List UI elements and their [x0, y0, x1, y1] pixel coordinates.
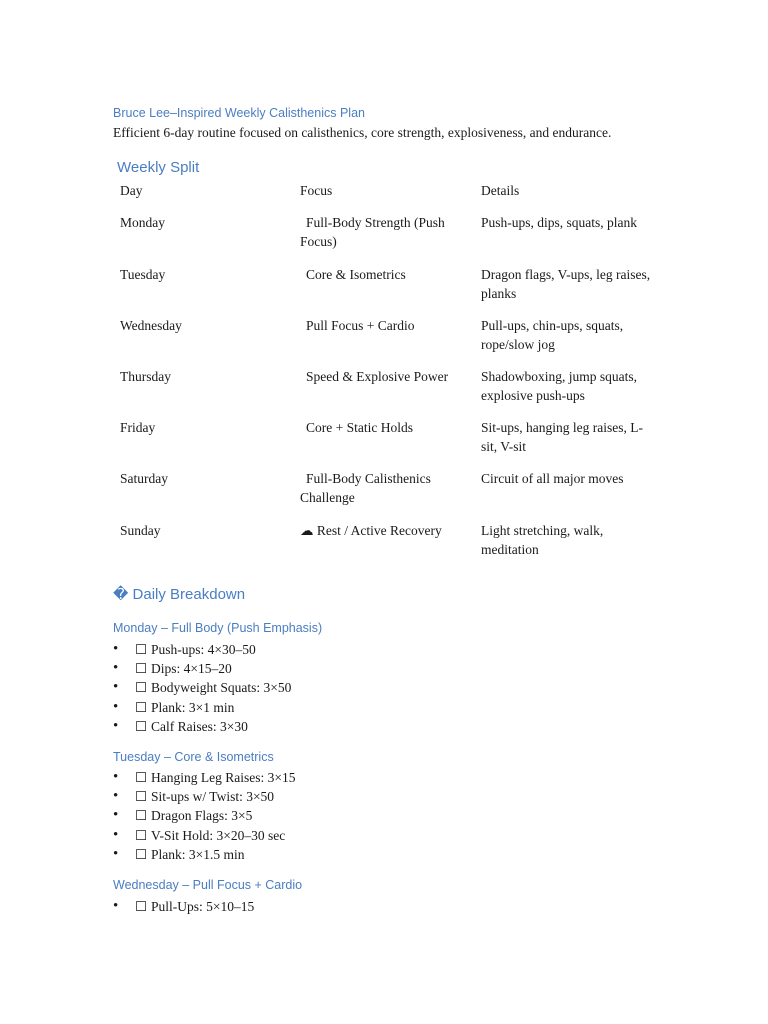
row-details: Pull-ups, chin-ups, squats, rope/slow jog — [481, 318, 624, 352]
exercise-label: Bodyweight Squats: 3×50 — [151, 680, 292, 696]
checkbox-icon[interactable]: ☐ — [135, 846, 148, 862]
checkbox-icon[interactable]: ☐ — [135, 642, 148, 657]
exercise-label: Pull-Ups: 5×10–15 — [151, 899, 255, 914]
checkbox-icon[interactable]: ☐ — [135, 808, 148, 824]
exercise-label: Calf Raises: 3×30 — [151, 718, 248, 734]
bullet-icon: • — [113, 807, 119, 824]
tuesday-heading: Tuesday – Core & Isometrics — [113, 750, 274, 764]
daily-breakdown-heading: � Daily Breakdown — [113, 586, 246, 603]
row-day: Sunday — [120, 523, 161, 538]
row-day: Saturday — [120, 471, 168, 486]
checkbox-icon[interactable]: ☐ — [135, 899, 148, 914]
exercise-label: Hanging Leg Raises: 3×15 — [151, 770, 296, 785]
checkbox-icon[interactable]: ☐ — [135, 680, 148, 696]
row-details: Dragon flags, V-ups, leg raises, planks — [481, 267, 651, 301]
row-focus: Pull Focus + Cardio — [306, 318, 415, 333]
row-focus: Core & Isometrics — [306, 267, 406, 282]
bullet-icon: • — [113, 826, 119, 843]
checkbox-icon[interactable]: ☐ — [135, 661, 148, 677]
header-day: Day — [120, 183, 143, 198]
bullet-icon: • — [113, 845, 119, 862]
weekly-split-heading: Weekly Split — [117, 159, 200, 176]
row-details: Shadowboxing, jump squats, explosive push-ups — [481, 369, 638, 403]
row-focus: Speed & Explosive Power — [306, 369, 449, 384]
bullet-icon: • — [113, 679, 119, 696]
monday-heading: Monday – Full Body (Push Emphasis) — [113, 621, 323, 635]
document-subtitle: Efficient 6-day routine focused on calisthenics, core strength, explosiveness, and endurance. — [113, 125, 612, 140]
checkbox-icon[interactable]: ☐ — [135, 718, 148, 734]
wednesday-heading: Wednesday – Pull Focus + Cardio — [113, 878, 303, 892]
checkbox-icon[interactable]: ☐ — [135, 827, 148, 843]
checkbox-icon[interactable]: ☐ — [135, 699, 148, 715]
row-focus: Full-Body Strength (Push Focus) — [300, 215, 445, 249]
exercise-label: Plank: 3×1 min — [151, 699, 235, 715]
bullet-icon: • — [113, 698, 119, 715]
row-focus: Full-Body Calisthenics Challenge — [300, 471, 431, 505]
bullet-icon: • — [113, 660, 119, 677]
exercise-label: Sit-ups w/ Twist: 3×50 — [151, 789, 275, 805]
bullet-icon: • — [113, 769, 119, 785]
bullet-icon: • — [113, 641, 119, 657]
row-day: Tuesday — [120, 267, 166, 282]
row-day: Friday — [120, 420, 156, 435]
row-day: Wednesday — [120, 318, 182, 333]
row-focus: Core + Static Holds — [306, 420, 413, 435]
document-title: Bruce Lee–Inspired Weekly Calisthenics Plan — [113, 106, 365, 120]
row-focus: ☁ Rest / Active Recovery — [300, 523, 442, 538]
header-details: Details — [481, 183, 520, 198]
checkbox-icon[interactable]: ☐ — [135, 770, 148, 785]
row-details: Light stretching, walk, meditation — [481, 523, 604, 557]
row-details: Push-ups, dips, squats, plank — [481, 215, 638, 230]
row-day: Thursday — [120, 369, 171, 384]
header-focus: Focus — [300, 183, 333, 198]
bullet-icon: • — [113, 788, 119, 805]
row-details: Sit-ups, hanging leg raises, L-sit, V-sit — [481, 420, 643, 454]
bullet-icon: • — [113, 898, 119, 914]
bullet-icon: • — [113, 717, 119, 734]
exercise-label: Push-ups: 4×30–50 — [151, 642, 256, 657]
exercise-label: Dips: 4×15–20 — [151, 661, 232, 677]
exercise-label: Plank: 3×1.5 min — [151, 846, 245, 862]
checkbox-icon[interactable]: ☐ — [135, 789, 148, 805]
exercise-label: V-Sit Hold: 3×20–30 sec — [151, 827, 286, 843]
row-day: Monday — [120, 215, 165, 230]
exercise-label: Dragon Flags: 3×5 — [151, 808, 253, 824]
row-details: Circuit of all major moves — [481, 471, 624, 486]
